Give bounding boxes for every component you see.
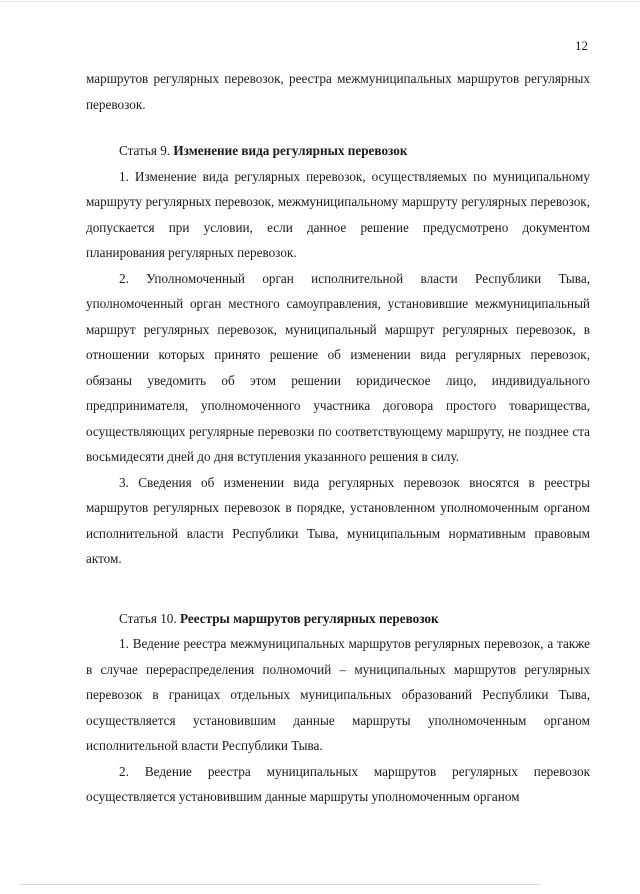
article-9-prefix: Статья 9. xyxy=(119,143,171,158)
spacer xyxy=(86,572,590,606)
scan-artifact-bottom xyxy=(20,884,540,885)
article-9-paragraph-2: 2. Уполномоченный орган исполнительной власти Республики Тыва, уполномоченный орган местного самоуправления, установившие межмуниципальный маршрут регулярных перевозок, муниципальный маршрут регулярных перевозок, в отношении которых принято решение об изменении вида регулярных перевозок, обязаны уведомить об этом решении юридическое лицо, индивидуального предпринимателя, уполномоченного участника договора простого товарищества, осуществляющих регулярные перевозки по соответствующему маршруту, не позднее ста восьмидесяти дней до дня вступления указанного решения в силу. xyxy=(86,270,590,464)
article-9-paragraph-1: 1. Изменение вида регулярных перевозок, осуществляемых по муниципальному маршруту регулярных перевозок, межмуниципальному маршруту регулярных перевозок, допускается при условии, если данное решение предусмотрено документом планирования регулярных перевозок. xyxy=(86,168,590,260)
page-number: 12 xyxy=(575,38,588,53)
article-10-paragraph-2: 2. Ведение реестра муниципальных маршрутов регулярных перевозок осуществляется установившим данные маршруты уполномоченным органом xyxy=(86,763,590,804)
intro-paragraph: маршрутов регулярных перевозок, реестра межмуниципальных маршрутов регулярных перевозок. xyxy=(86,71,590,112)
article-9-title: Изменение вида регулярных перевозок xyxy=(173,143,408,158)
article-10-title: Реестры маршрутов регулярных перевозок xyxy=(179,610,439,626)
article-10-heading xyxy=(86,606,590,632)
article-10-prefix: Статья 10. xyxy=(119,610,177,626)
document-body xyxy=(86,66,590,810)
spacer xyxy=(86,117,590,138)
article-9-paragraph-3: 3. Сведения об изменении вида регулярных перевозок вносятся в реестры маршрутов регулярных перевозок в порядке, установленном уполномоченным органом исполнительной власти Республики Тыва, муниципальным нормативным правовым актом. xyxy=(86,474,590,566)
article-10-paragraph-1: 1. Ведение реестра межмуниципальных маршрутов регулярных перевозок, а также в случае перераспределения полномочий – муниципальных маршрутов регулярных перевозок в границах отдельных муниципальных образований Республики Тыва, осуществляется установившим данные маршруты уполномоченным органом исполнительной власти Республики Тыва. xyxy=(86,636,590,753)
article-9-heading xyxy=(86,138,590,164)
scan-artifact-top xyxy=(0,1,640,2)
